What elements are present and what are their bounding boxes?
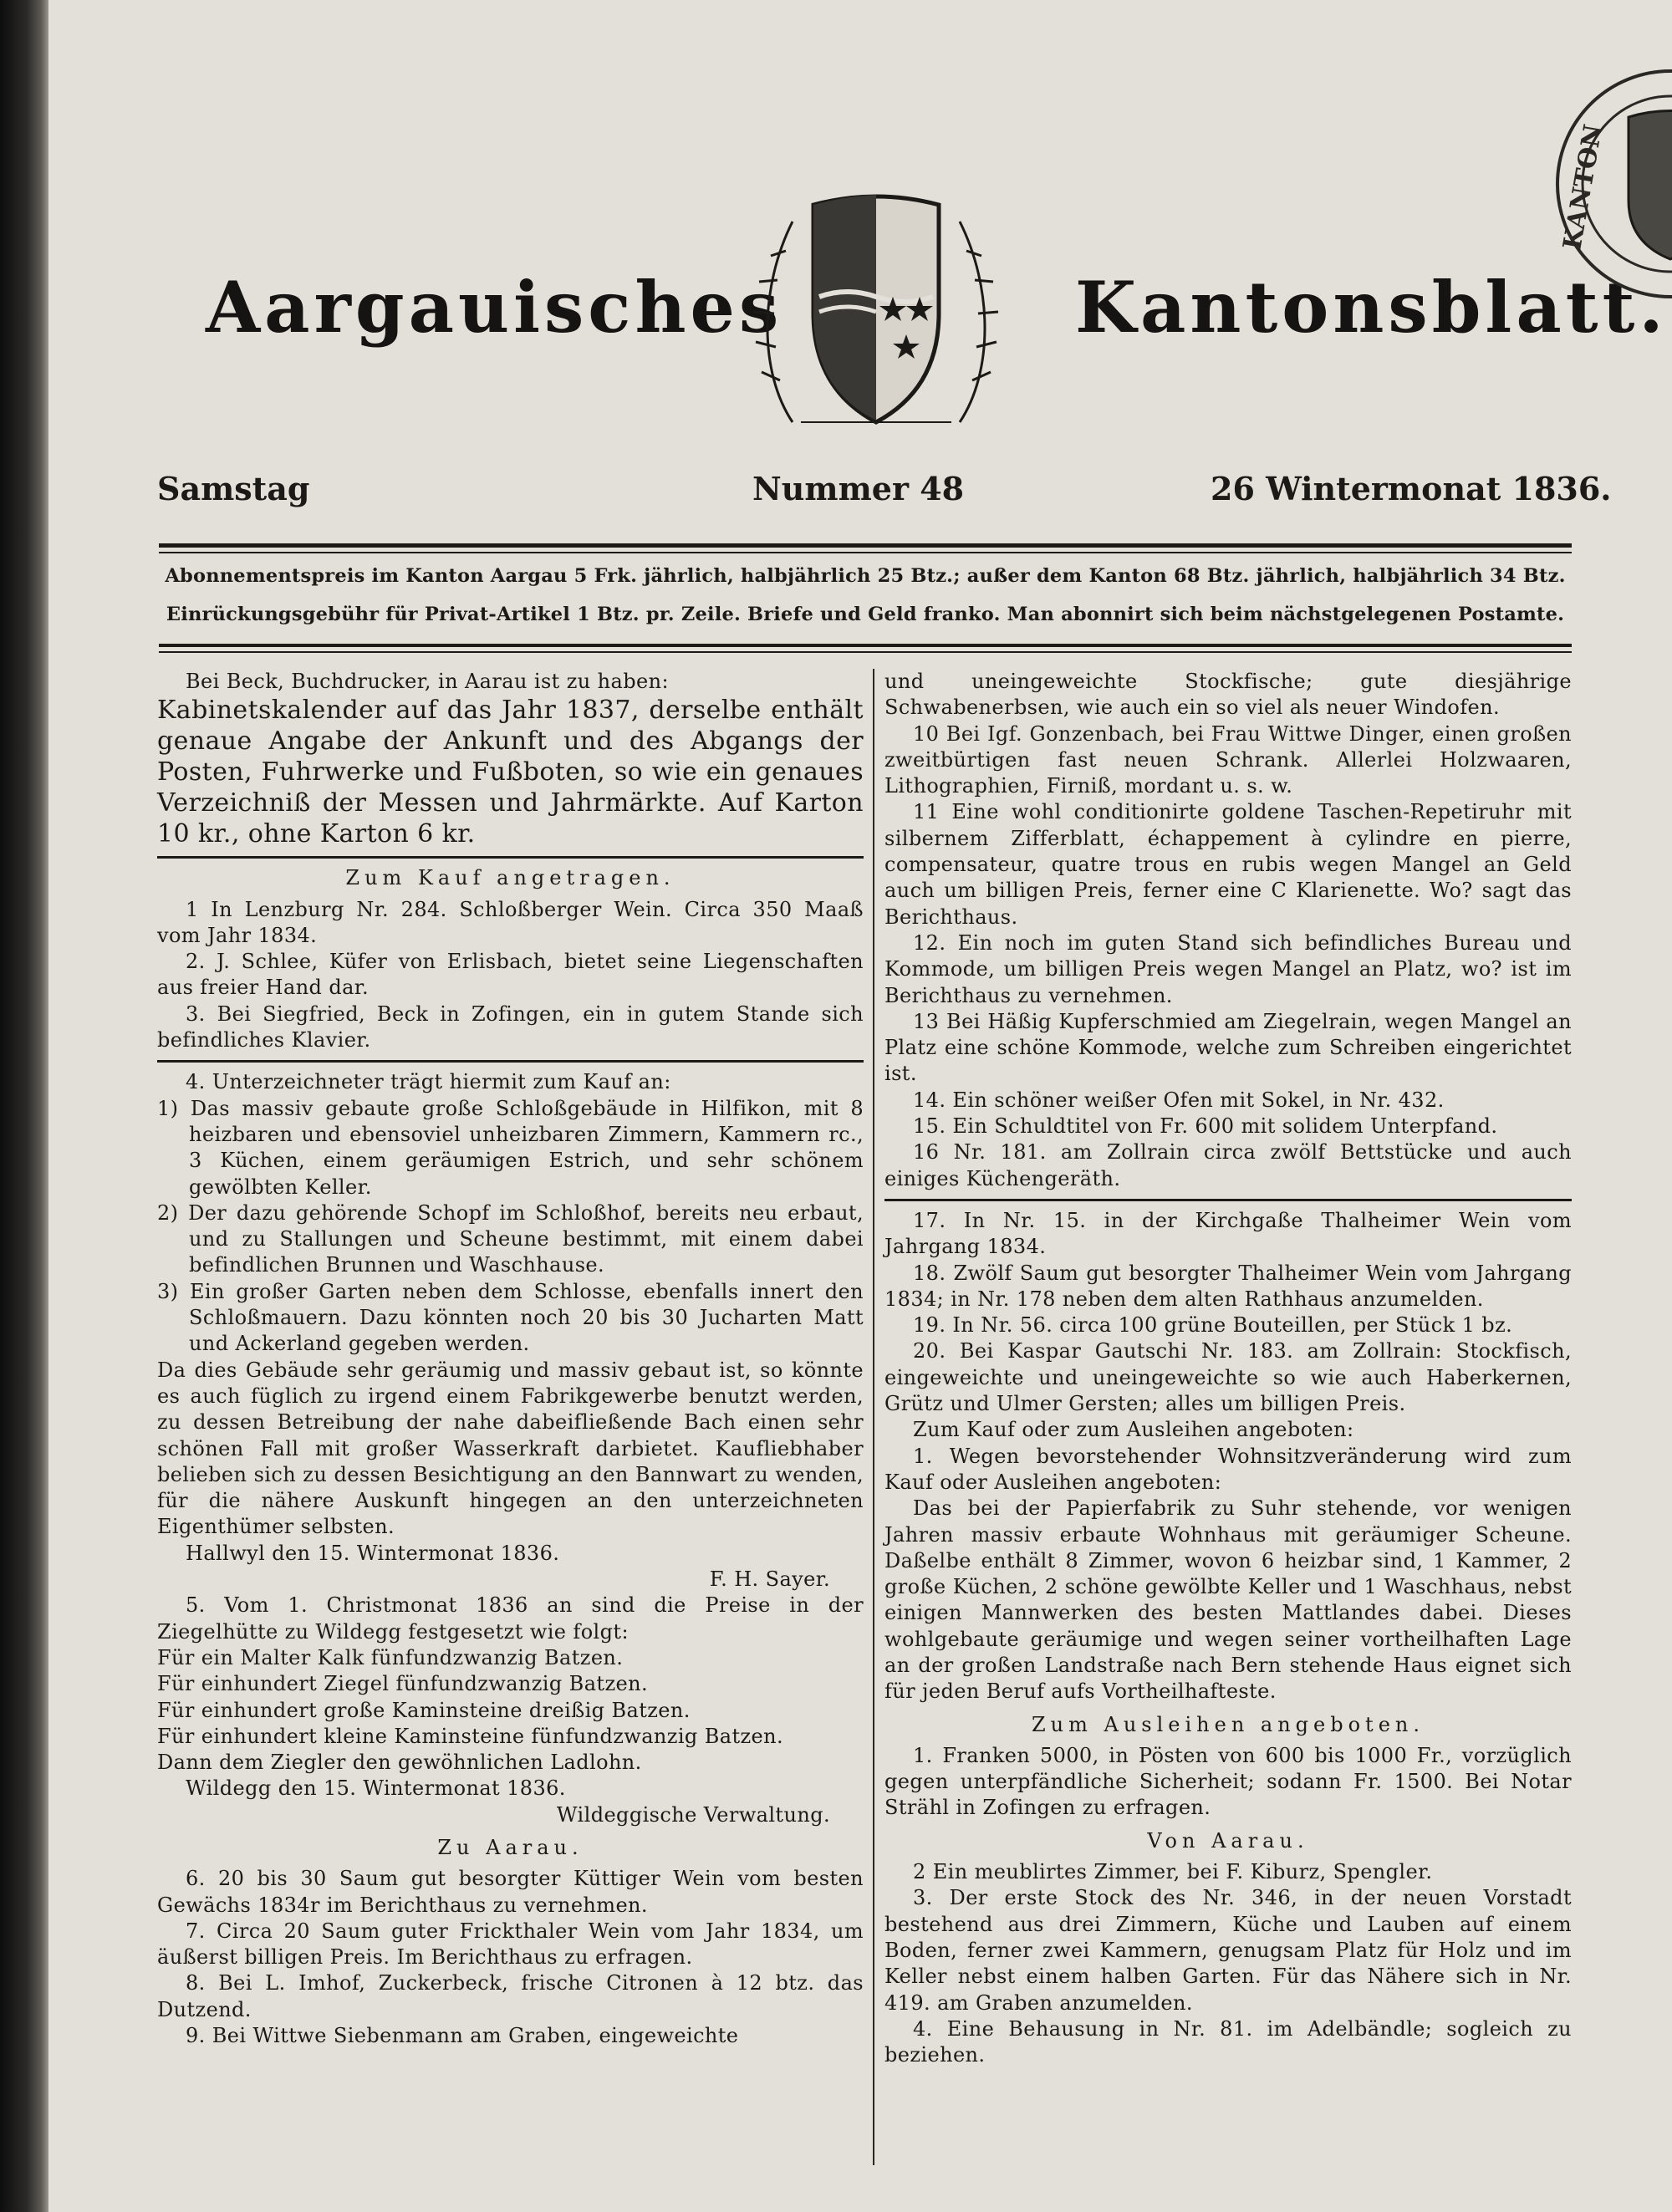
- book-spine: [0, 0, 48, 2212]
- right-column: [884, 669, 1572, 2068]
- notice-paragraph: 1) Das massiv gebaute große Schloßgebäude in Hilfikon, mit 8 heizbaren und ebensoviel unheizbaren Zimmern, Kammern rc., 3 Küchen, einem geräumigen Estrich, und sehr schönem gewölbten Keller.: [157, 1096, 864, 1199]
- subscription-line-1: Abonnementspreis im Kanton Aargau 5 Frk. jährlich, halbjährlich 25 Btz.; außer dem Kanton 68 Btz. jährlich, halbjährlich 34 Btz.: [165, 565, 1566, 587]
- notice-paragraph: F. H. Sayer.: [709, 1567, 830, 1592]
- notice-paragraph: 2. J. Schlee, Küfer von Erlisbach, bietet seine Liegenschaften aus freier Hand dar.: [157, 950, 864, 1000]
- notice-paragraph: 18. Zwölf Saum gut besorgter Thalheimer Wein vom Jahrgang 1834; in Nr. 178 neben dem alten Rathhaus anzumelden.: [884, 1261, 1572, 1311]
- notice-paragraph: 11 Eine wohl conditionirte goldene Taschen-Repetiruhr mit silbernem Zifferblatt, échappement à cylindre en pierre, compensateur, quatre trous en rubis wegen Mangel an Geld auch um billigen Preis, ferner eine C Klarienette. Wo? sagt das Berichthaus.: [884, 800, 1572, 929]
- notice-paragraph: Kabinetskalender auf das Jahr 1837, derselbe enthält genaue Angabe der Ankunft und des Abgangs der Posten, Fuhrwerke und Fußboten, so wie ein genaues Verzeichniß der Messen und Jahrmärkte. Auf Karton 10 kr., ohne Karton 6 kr.: [157, 696, 864, 849]
- notice-paragraph: Da dies Gebäude sehr geräumig und massiv gebaut ist, so könnte es auch füglich zu irgend einem Fabrikgewerbe benutzt werden, zu dessen Betreibung der nahe dabeifließende Bach einen sehr schönen Fall mit großer Wasserkraft darbietet. Kaufliebhaber belieben sich zu dessen Besichtigung an den Bannwart zu wenden, für die nähere Auskunft hingegen an den unterzeichneten Eigenthümer selbsten.: [157, 1358, 864, 1539]
- notice-paragraph: 20. Bei Kaspar Gautschi Nr. 183. am Zollrain: Stockfisch, eingeweichte und uneingeweichte so wie auch Haberkernen, Grütz und Ulmer Gersten; alles um billigen Preis.: [884, 1339, 1572, 1416]
- notice-paragraph: 19. In Nr. 56. circa 100 grüne Bouteillen, per Stück 1 bz.: [913, 1313, 1513, 1338]
- notice-paragraph: 1. Franken 5000, in Pösten von 600 bis 1000 Fr., vorzüglich gegen unterpfändliche Sicherheit; sodann Fr. 1500. Bei Notar Strähl in Zofingen zu erfragen.: [884, 1743, 1572, 1820]
- notice-paragraph: 3. Der erste Stock des Nr. 346, in der neuen Vorstadt bestehend aus drei Zimmern, Küche und Lauben auf einem Boden, ferner zwei Kammern, genugsam Platz für Holz und im Keller nebst einem halben Garten. Für das Nähere sich in Nr. 419. am Graben anzumelden.: [884, 1886, 1572, 2015]
- masthead-title-left: Aargauisches: [206, 266, 783, 349]
- notice-paragraph: Wildegg den 15. Wintermonat 1836.: [186, 1776, 566, 1801]
- notice-paragraph: 3. Bei Siegfried, Beck in Zofingen, ein in gutem Stande sich befindliches Klavier.: [157, 1002, 864, 1052]
- notice-paragraph: Für einhundert kleine Kaminsteine fünfundzwanzig Batzen.: [157, 1724, 784, 1748]
- column-divider: [873, 669, 874, 2165]
- notice-paragraph: 2) Der dazu gehörende Schopf im Schloßhof, bereits neu erbaut, und zu Stallungen und Scheune bestimmt, mit einem dabei befindlichen Brunnen und Waschhause.: [157, 1200, 864, 1277]
- library-stamp-icon: [1503, 59, 1672, 309]
- issue-day: Samstag: [157, 470, 310, 507]
- issue-info-row: [48, 470, 1672, 520]
- section-heading: Zum Kauf angetragen.: [345, 866, 675, 890]
- notice-paragraph: 9. Bei Wittwe Siebenmann am Graben, eingeweichte: [186, 2024, 739, 2048]
- notice-paragraph: und uneingeweichte Stockfische; gute diesjährige Schwabenerbsen, wie auch ein so viel als neuer Windofen.: [884, 670, 1572, 720]
- stamp-text: KANTON: [1557, 122, 1609, 252]
- notice-paragraph: Das bei der Papierfabrik zu Suhr stehende, vor wenigen Jahren massiv erbaute Wohnhaus mit geräumiger Scheune. Daßelbe enthält 8 Zimmer, wovon 6 heizbar sind, 1 Kammer, 2 große Küchen, 2 schöne gewölbte Keller und 1 Waschhaus, nebst einigen Mannwerken des besten Mattlandes dabei. Dieses wohlgebaute geräumige und wegen seiner vortheilhaften Lage an der großen Landstraße nach Bern stehende Haus eignet sich für jeden Beruf aufs Vortheilhafteste.: [884, 1496, 1572, 1704]
- newspaper-page: [48, 0, 1672, 2212]
- notice-paragraph: 3) Ein großer Garten neben dem Schlosse, ebenfalls innert den Schloßmauern. Dazu könnten noch 20 bis 30 Jucharten Matt und Ackerland gegeben werden.: [157, 1279, 864, 1356]
- notice-paragraph: Dann dem Ziegler den gewöhnlichen Ladlohn.: [157, 1751, 642, 1775]
- notice-paragraph: 8. Bei L. Imhof, Zuckerbeck, frische Citronen à 12 btz. das Dutzend.: [157, 1971, 864, 2021]
- masthead-rule-top: [159, 543, 1572, 548]
- header-rule-top: [159, 644, 1572, 647]
- notice-paragraph: Zum Kauf oder zum Ausleihen angeboten:: [913, 1418, 1354, 1442]
- notice-paragraph: 17. In Nr. 15. in der Kirchgaße Thalheimer Wein vom Jahrgang 1834.: [884, 1208, 1572, 1259]
- notice-paragraph: Wildeggische Verwaltung.: [556, 1802, 830, 1827]
- notice-paragraph: Hallwyl den 15. Wintermonat 1836.: [186, 1541, 560, 1565]
- notice-paragraph: 4. Unterzeichneter trägt hiermit zum Kauf an:: [186, 1070, 671, 1094]
- notice-paragraph: 13 Bei Häßig Kupferschmied am Ziegelrain, wegen Mangel an Platz eine schöne Kommode, welche zum Schreiben eingerichtet ist.: [884, 1009, 1572, 1086]
- notice-paragraph: 14. Ein schöner weißer Ofen mit Sokel, in Nr. 432.: [913, 1088, 1445, 1112]
- coat-of-arms-icon: [742, 171, 1010, 447]
- notice-paragraph: Für einhundert große Kaminsteine dreißig Batzen.: [157, 1698, 691, 1722]
- section-heading: Zu Aarau.: [437, 1835, 584, 1859]
- issue-number: Nummer 48: [752, 470, 965, 507]
- notice-paragraph: 1 In Lenzburg Nr. 284. Schloßberger Wein. Circa 350 Maaß vom Jahr 1834.: [157, 897, 864, 947]
- section-rule: [157, 1060, 864, 1063]
- section-rule: [884, 1199, 1572, 1201]
- notice-paragraph: 6. 20 bis 30 Saum gut besorgter Küttiger Wein vom besten Gewächs 1834r im Berichthaus zu vernehmen.: [157, 1867, 864, 1917]
- notice-paragraph: 2 Ein meublirtes Zimmer, bei F. Kiburz, Spengler.: [913, 1860, 1433, 1884]
- notice-paragraph: 15. Ein Schuldtitel von Fr. 600 mit solidem Unterpfand.: [913, 1114, 1498, 1139]
- masthead-title-right: Kantonsblatt.: [1075, 266, 1668, 349]
- notice-paragraph: Bei Beck, Buchdrucker, in Aarau ist zu haben:: [186, 670, 669, 693]
- notice-paragraph: Für ein Malter Kalk fünfundzwanzig Batzen.: [157, 1645, 624, 1669]
- subscription-line-2: Einrückungsgebühr für Privat-Artikel 1 Btz. pr. Zeile. Briefe und Geld franko. Man abonnirt sich beim nächstgelegenen Postamte.: [166, 604, 1565, 625]
- notice-paragraph: 5. Vom 1. Christmonat 1836 an sind die Preise in der Ziegelhütte zu Wildegg festgesetzt wie folgt:: [157, 1593, 864, 1644]
- section-heading: Von Aarau.: [1147, 1828, 1309, 1853]
- header-rule-bottom: [159, 651, 1572, 653]
- section-heading: Zum Ausleihen angeboten.: [1031, 1712, 1425, 1736]
- section-rule: [157, 856, 864, 859]
- left-column: [157, 669, 864, 2049]
- notice-paragraph: 12. Ein noch im guten Stand sich befindliches Bureau und Kommode, um billigen Preis wegen Mangel an Platz, wo? ist im Berichthaus zu vernehmen.: [884, 930, 1572, 1007]
- notice-paragraph: 16 Nr. 181. am Zollrain circa zwölf Bettstücke und auch einiges Küchengeräth.: [884, 1140, 1572, 1190]
- notice-paragraph: 4. Eine Behausung in Nr. 81. im Adelbändle; sogleich zu beziehen.: [884, 2016, 1572, 2067]
- masthead-rule-bottom: [159, 552, 1572, 553]
- notice-paragraph: 1. Wegen bevorstehender Wohnsitzveränderung wird zum Kauf oder Ausleihen angeboten:: [884, 1444, 1572, 1494]
- notice-paragraph: 10 Bei Igf. Gonzenbach, bei Frau Wittwe Dinger, einen großen zweitbürtigen fast neuen Schrank. Allerlei Holzwaaren, Lithographien, Firniß, mordant u. s. w.: [884, 721, 1572, 798]
- issue-date: 26 Wintermonat 1836.: [1211, 470, 1612, 507]
- notice-paragraph: 7. Circa 20 Saum guter Frickthaler Wein vom Jahr 1834, um äußerst billigen Preis. Im Berichthaus zu erfragen.: [157, 1919, 864, 1970]
- notice-paragraph: Für einhundert Ziegel fünfundzwanzig Batzen.: [157, 1672, 649, 1696]
